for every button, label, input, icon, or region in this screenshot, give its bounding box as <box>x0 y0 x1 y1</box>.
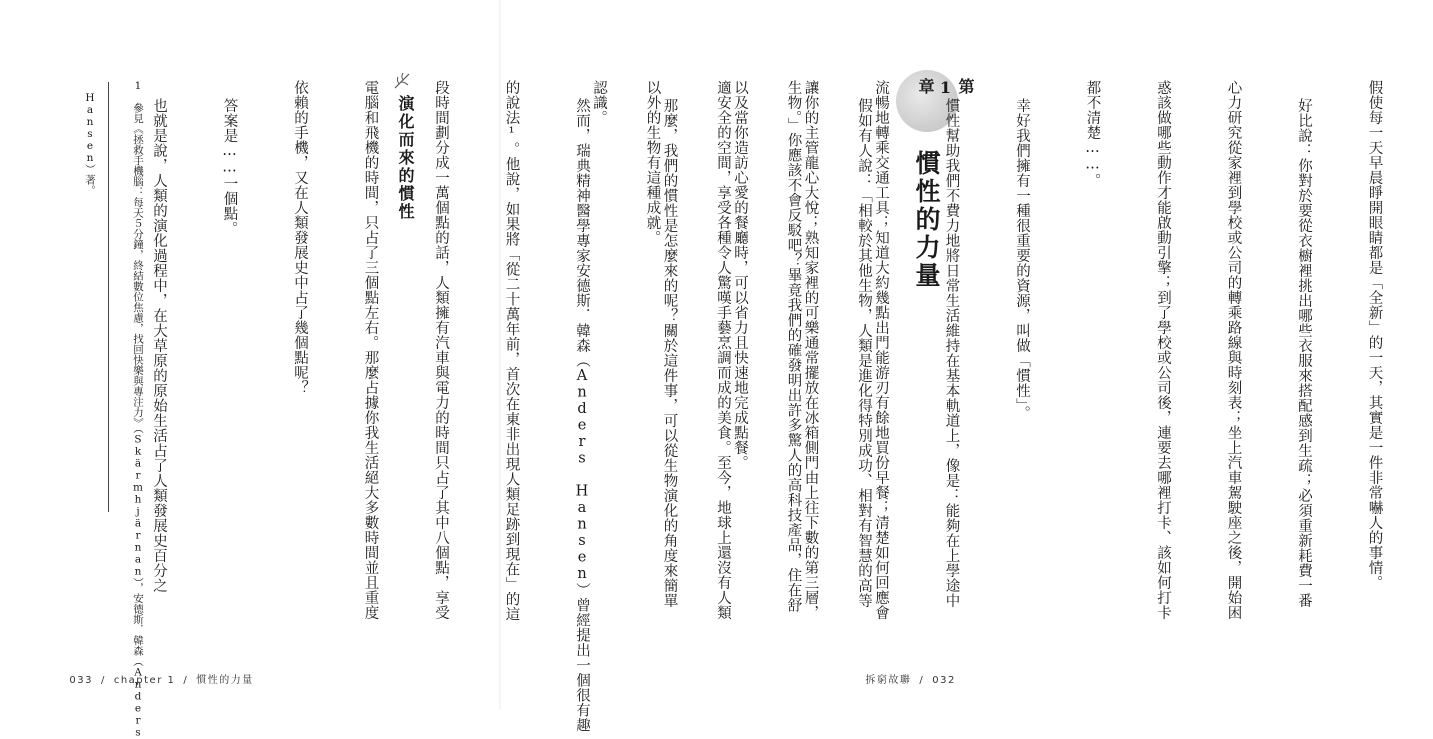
text-column: 以外的生物有這種成就。 <box>644 80 661 245</box>
text-column: 電腦和飛機的時間，只占了三個點左右。那麼占據你我生活絕大多數時間並且重度 <box>362 80 379 620</box>
text-column: 認識。 <box>591 80 607 125</box>
text-column: 假如有人說：「相較於其他生物，人類是進化得特別成功、相對有智慧的高等 <box>856 98 872 608</box>
chapter-label: 第 1 章 <box>916 78 975 97</box>
text-column: 心力研究從家裡到學校或公司的轉乘路線與時刻表；坐上汽車駕駛座之後，開始困 <box>1225 80 1242 620</box>
folio-title: 慣性的力量 <box>196 675 254 686</box>
text-column: 惑該做哪些動作才能啟動引擎；到了學校或公司後，連要去哪裡打卡、該如何打卡 <box>1155 80 1171 620</box>
text-column: 慣性幫助我們不費力地將日常生活維持在基本軌道上，像是：能夠在上學途中 <box>943 98 960 608</box>
text-column: 假使每一天早晨睜開眼睛都是「全新」的一天，其實是一件非常嚇人的事情。 <box>1366 80 1383 590</box>
footnote-line: 1 參見《拯救手機腦：每天５分鐘，終結數位焦慮，找回快樂與專注力》（Skärmhjärnan），安德斯．韓森（Anders <box>132 80 144 739</box>
text-column: 然而，瑞典精神醫學專家安德斯．韓森（Anders Hansen）曾經提出一個很有趣 <box>574 98 590 733</box>
chapter-title: 慣性的力量 <box>912 150 941 290</box>
left-page-number: 033 <box>69 675 93 686</box>
text-column: 適安全的空間，享受各種令人驚嘆手藝烹調而成的美食。至今，地球上還沒有人類 <box>715 80 731 620</box>
text-column: 以及當你造訪心愛的餐廳時，可以省力且快速地完成點餐。 <box>732 80 748 470</box>
text-column: 那麼，我們的慣性是怎麼來的呢？關於這件事，可以從生物演化的角度來簡單 <box>661 98 678 608</box>
text-column: 幸好我們擁有一種很重要的資源，叫做「慣性」。 <box>1014 98 1030 421</box>
footnote-line: Hansen）著。 <box>84 92 96 196</box>
text-column: 好比說：你對於要從衣櫥裡挑出哪些衣服來搭配感到生疏；必須重新耗費一番 <box>1296 98 1312 608</box>
folio-book-title: 拆窮故聯 <box>865 675 912 686</box>
left-folio: 033 / chapter 1 / 慣性的力量 <box>69 675 254 686</box>
right-page-number: 032 <box>932 675 956 686</box>
right-folio: 拆窮故聯 / 032 <box>865 675 956 686</box>
text-column: 流暢地轉乘交通工具；知道大約幾點出門能游刃有餘地買份早餐；清楚如何回應會 <box>873 80 889 620</box>
text-column: 都不清楚……。 <box>1084 80 1101 188</box>
text-column: 讓你的主管龍心大悅；熟知家裡的可樂通常擺放在冰箱側門由上往下數的第三層， <box>802 80 819 620</box>
text-column: 生物。」你應該不會反駁吧？畢竟我們的確發明出許多驚人的高科技產品，住在舒 <box>785 80 802 613</box>
text-column: 的說法¹。他說，如果將「從二十萬年前，首次在東非出現人類足跡到現在」的這 <box>503 80 520 622</box>
text-column: 答案是……一個點。 <box>221 98 238 236</box>
text-column: 依賴的手機，又在人類發展史中占了幾個點呢？ <box>292 80 308 395</box>
section-title: 演化而來的慣性 <box>396 95 415 221</box>
folio-chapter: chapter 1 <box>113 675 176 686</box>
text-column: 也就是說，人類的演化過程中，在大草原的原始生活占了人類發展史百分之 <box>151 98 167 593</box>
text-column: 段時間劃分成一萬個點的話，人類擁有汽車與電力的時間只占了其中八個點，享受 <box>433 80 449 620</box>
